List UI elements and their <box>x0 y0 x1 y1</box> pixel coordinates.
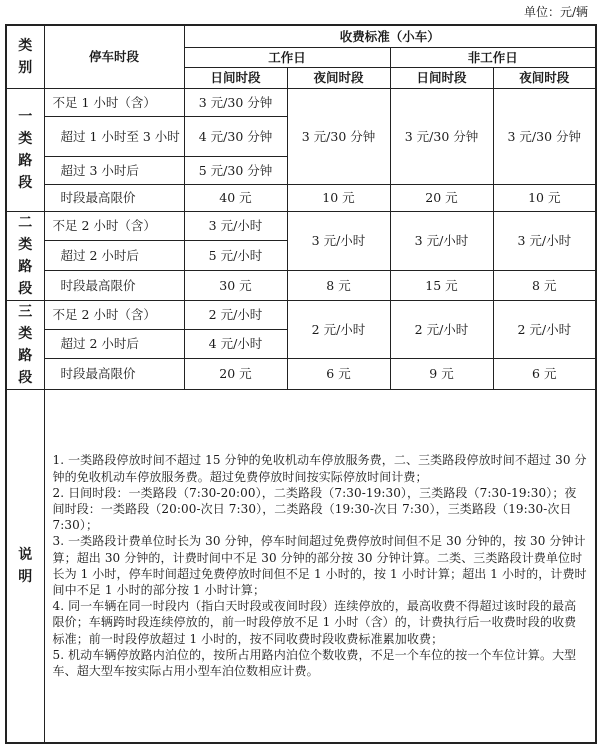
section-3-max-non-day: 9 元 <box>390 359 493 389</box>
note-5: 5. 机动车辆停放路内泊位的，按所占用路内泊位个数收费，不足一个车位的按一个车位计算。大型车、超大型车按实际占用小型车泊位数相应计费。 <box>52 647 577 678</box>
section-3-max-non-night: 6 元 <box>493 359 596 389</box>
work-night-header: 夜间时段 <box>287 67 390 88</box>
section-1-row-3-label: 超过 3 小时后 <box>44 156 184 184</box>
notes-text <box>44 389 596 743</box>
section-3-max-label: 时段最高限价 <box>44 359 184 389</box>
unit-label: 单位：元/辆 <box>523 5 588 19</box>
section-2-work-night: 3 元/小时 <box>287 211 390 270</box>
section-2-row-2-day: 5 元/小时 <box>184 241 287 271</box>
table-row <box>6 88 596 116</box>
section-3-row-1-label: 不足 2 小时（含） <box>44 300 184 329</box>
non-day-header: 日间时段 <box>390 67 493 88</box>
section-1-name: 一 类 路 段 <box>6 88 44 211</box>
section-1-row-2-day: 4 元/30 分钟 <box>184 116 287 156</box>
section-3-max-work-day: 20 元 <box>184 359 287 389</box>
section-1-non-day: 3 元/30 分钟 <box>390 88 493 184</box>
section-1-max-work-day: 40 元 <box>184 184 287 211</box>
work-day-header: 日间时段 <box>184 67 287 88</box>
section-1-row-3-day: 5 元/30 分钟 <box>184 156 287 184</box>
section-2-name: 二 类 路 段 <box>6 211 44 300</box>
note-4: 4. 同一车辆在同一时段内（指白天时段或夜间时段）连续停放的，最高收费不得超过该时段的最高限价；车辆跨时段连续停放的，前一时段停放不足 1 小时（含）的，计费执行后一收费时段的收费标准；前一时段停放超过 1 小时的，按不同收费时段收费标准累加收费； <box>52 599 577 646</box>
table-row <box>6 359 596 389</box>
non-night-header: 夜间时段 <box>493 67 596 88</box>
parking-fee-table <box>5 24 597 744</box>
notes-row <box>6 389 596 743</box>
standard-header: 收费标准（小车） <box>184 25 596 47</box>
section-1-work-night: 3 元/30 分钟 <box>287 88 390 184</box>
section-2-row-2-label: 超过 2 小时后 <box>44 241 184 271</box>
section-2-max-work-night: 8 元 <box>287 270 390 300</box>
section-1-row-1-label: 不足 1 小时（含） <box>44 88 184 116</box>
section-1-max-non-day: 20 元 <box>390 184 493 211</box>
section-1-non-night: 3 元/30 分钟 <box>493 88 596 184</box>
section-2-max-label: 时段最高限价 <box>44 270 184 300</box>
section-1-max-label: 时段最高限价 <box>44 184 184 211</box>
nonworkday-header: 非工作日 <box>390 47 596 67</box>
workday-header: 工作日 <box>184 47 390 67</box>
table-row <box>6 300 596 329</box>
table-row <box>6 270 596 300</box>
note-3: 3. 一类路段计费单位时长为 30 分钟，停车时间超过免费停放时间但不足 30 分钟的，按 30 分钟计算；超出 30 分钟的，计费时间中不足 30 分钟的部分按 30 分钟计算。二类、三类路段计费单位时长为 1 小时，停车时间超过免费停放时间但不足 1 小时的，按 1 小时计算；超出 1 小时的，计费时间中不足 1 小时的部分按 1 小时计算； <box>52 534 587 597</box>
section-2-max-work-day: 30 元 <box>184 270 287 300</box>
section-1-max-work-night: 10 元 <box>287 184 390 211</box>
table-row <box>6 184 596 211</box>
section-3-name: 三 类 路 段 <box>6 300 44 389</box>
notes-label: 说 明 <box>6 389 44 743</box>
category-header: 类 别 <box>6 25 44 88</box>
section-3-row-2-day: 4 元/小时 <box>184 329 287 358</box>
section-2-non-day: 3 元/小时 <box>390 211 493 270</box>
note-1: 1. 一类路段停放时间不超过 15 分钟的免收机动车停放服务费，二、三类路段停放时间不超过 30 分钟的免收机动车停放服务费。超过免费停放时间按实际停放时间计费； <box>52 453 587 484</box>
section-2-non-night: 3 元/小时 <box>493 211 596 270</box>
section-3-work-night: 2 元/小时 <box>287 300 390 359</box>
period-header: 停车时段 <box>44 25 184 88</box>
section-2-row-1-label: 不足 2 小时（含） <box>44 211 184 241</box>
note-2: 2. 日间时段：一类路段（7:30-20:00），二类路段（7:30-19:30），三类路段（7:30-19:30）；夜间时段：一类路段（20:00-次日 7:30），二类路段（19:30-次日 7:30），三类路段（19:30-次日 7:30）； <box>52 485 577 533</box>
section-1-row-2-label: 超过 1 小时至 3 小时 <box>44 116 184 156</box>
section-1-max-non-night: 10 元 <box>493 184 596 211</box>
section-3-non-night: 2 元/小时 <box>493 300 596 359</box>
section-2-max-non-day: 15 元 <box>390 270 493 300</box>
section-3-row-2-label: 超过 2 小时后 <box>44 329 184 358</box>
table-row <box>6 211 596 241</box>
section-1-row-1-day: 3 元/30 分钟 <box>184 88 287 116</box>
section-2-max-non-night: 8 元 <box>493 270 596 300</box>
section-3-max-work-night: 6 元 <box>287 359 390 389</box>
section-2-row-1-day: 3 元/小时 <box>184 211 287 241</box>
section-3-row-1-day: 2 元/小时 <box>184 300 287 329</box>
section-3-non-day: 2 元/小时 <box>390 300 493 359</box>
